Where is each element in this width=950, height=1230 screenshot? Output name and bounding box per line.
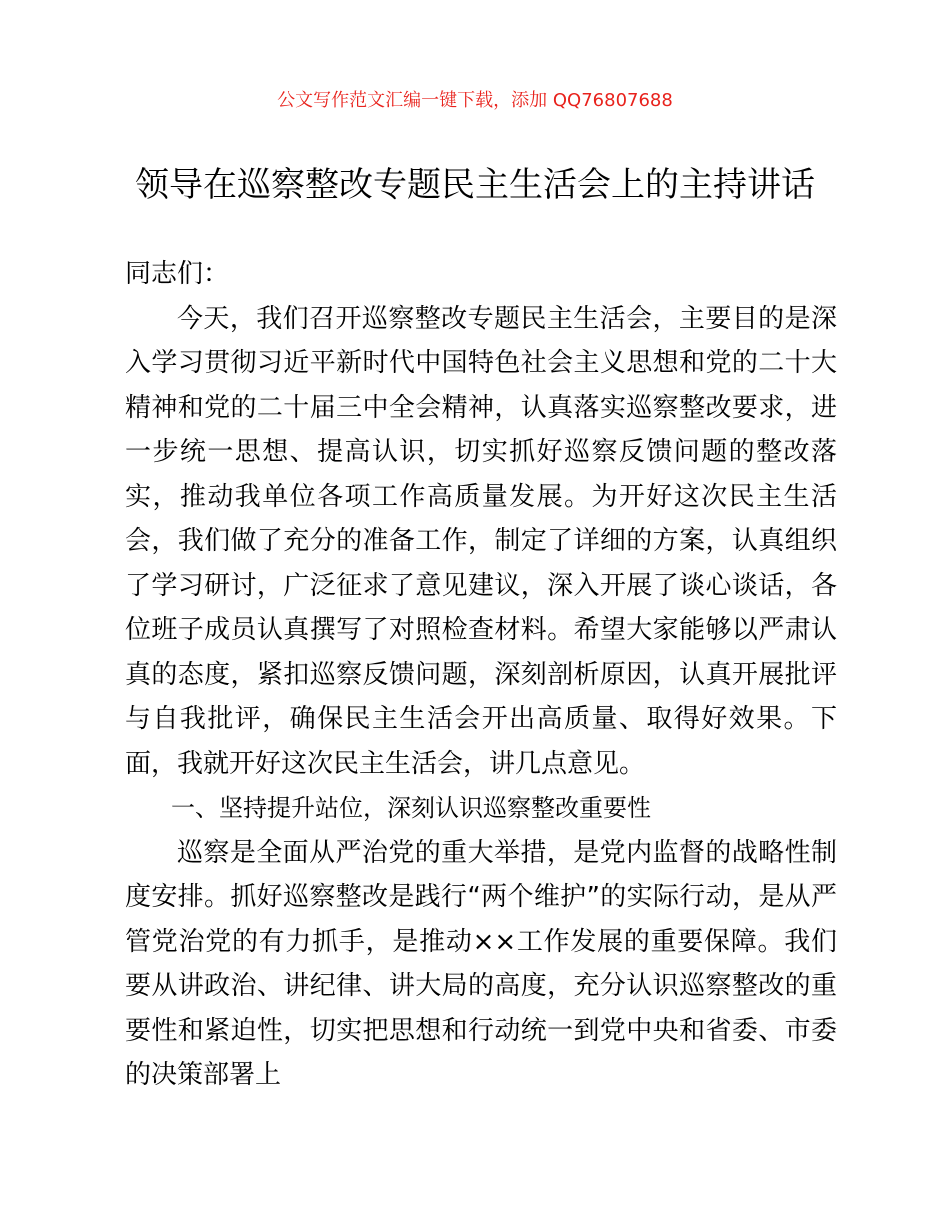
section-heading: 一、坚持提升站位，深刻认识巡察整改重要性 bbox=[171, 794, 651, 822]
document-title: 领导在巡察整改专题民主生活会上的主持讲话 bbox=[135, 165, 815, 205]
document-body bbox=[125, 252, 837, 1098]
opening-paragraph: 今天，我们召开巡察整改专题民主生活会，主要目的是深入学习贯彻习近平新时代中国特色社会主义思想和党的二十大精神和党的二十届三中全会精神，认真落实巡察整改要求，进一步统一思想、提高认识，切实抓好巡察反馈问题的整改落实，推动我单位各项工作高质量发展。为开好这次民主生活会，我们做了充分的准备工作，制定了详细的方案，认真组织了学习研讨，广泛征求了意见建议，深入开展了谈心谈话，各位班子成员认真撰写了对照检查材料。希望大家能够以严肃认真的态度，紧扣巡察反馈问题，深刻剖析原因，认真开展批评与自我批评，确保民主生活会开出高质量、取得好效果。下面，我就开好这次民主生活会，讲几点意见。 bbox=[125, 303, 837, 779]
section-paragraph: 巡察是全面从严治党的重大举措，是党内监督的战略性制度安排。抓好巡察整改是践行“两个维护”的实际行动，是从严管党治党的有力抓手，是推动××工作发展的重要保障。我们要从讲政治、讲纪律、讲大局的高度，充分认识巡察整改的重要性和紧迫性，切实把思想和行动统一到党中央和省委、市委的决策部署上 bbox=[125, 837, 837, 1090]
salutation: 同志们： bbox=[125, 259, 230, 289]
download-banner: 公文写作范文汇编一键下载，添加 QQ76807688 bbox=[277, 90, 673, 111]
